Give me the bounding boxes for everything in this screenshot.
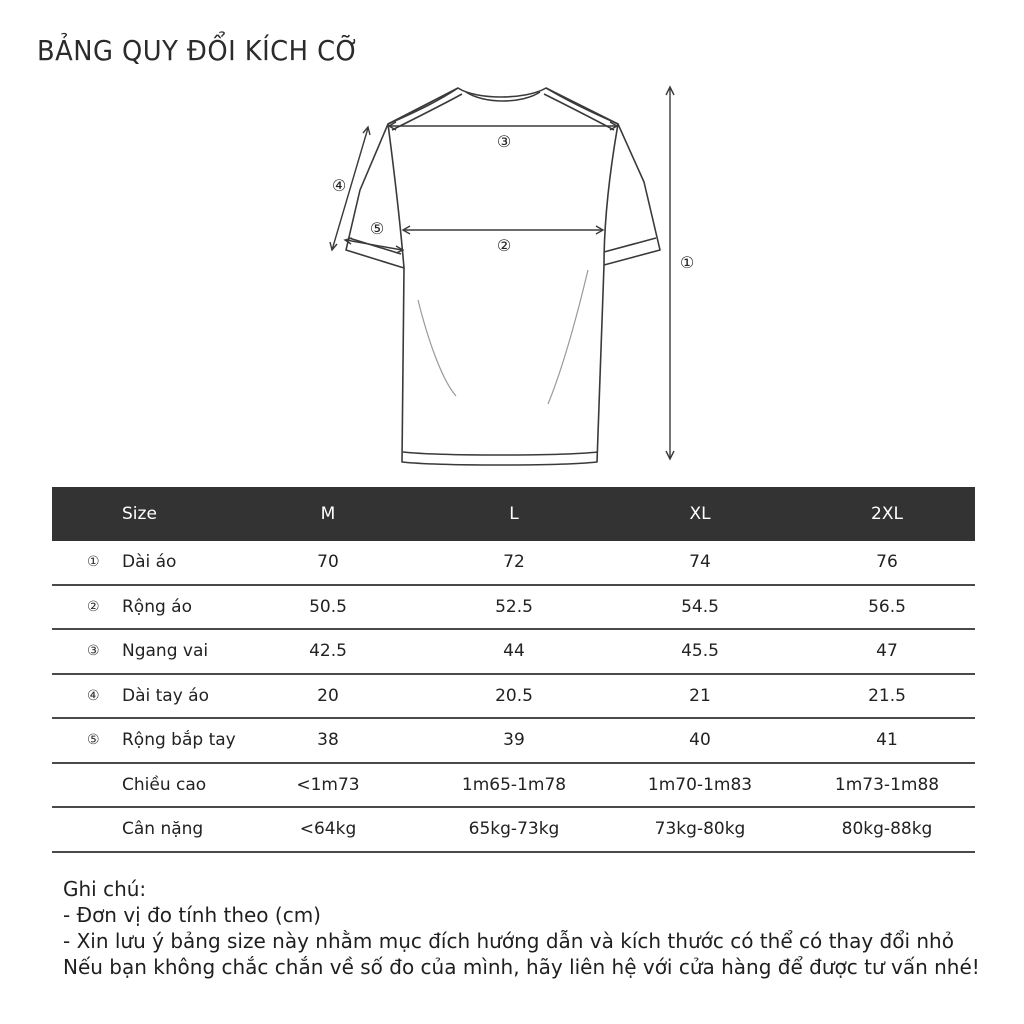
cell-value: 73kg-80kg [654,819,746,840]
notes-heading: Ghi chú: [63,877,147,901]
cell-value: <1m73 [296,774,360,795]
cell-value: 42.5 [309,641,347,662]
table-row [52,541,975,586]
note-line: Nếu bạn không chắc chắn về số đo của mình, hãy liên hệ với cửa hàng để được tư vấn nhé! [63,955,980,979]
notes [63,876,1003,980]
header-size-label: Size [122,504,157,524]
header-size-2xl: 2XL [871,504,903,524]
table-header [52,487,975,541]
marker-1: ① [679,253,695,272]
size-table [52,487,975,853]
cell-value: 20 [317,685,339,706]
cell-value: 21 [689,685,711,706]
cell-value: 1m70-1m83 [647,774,753,795]
row-number: ② [87,598,100,615]
row-label: Rộng bắp tay [122,730,236,751]
cell-value: 1m65-1m78 [461,774,567,795]
table-row [52,586,975,631]
header-size-xl: XL [689,504,711,524]
table-row [52,630,975,675]
table-row [52,764,975,809]
marker-4: ④ [331,176,347,195]
cell-value: 80kg-88kg [841,819,933,840]
cell-value: 74 [689,552,711,573]
cell-value: 65kg-73kg [468,819,560,840]
row-number: ⑤ [87,732,100,749]
table-row [52,675,975,720]
row-label: Dài áo [122,552,177,573]
row-label: Chiều cao [122,774,207,795]
header-size-l: L [509,504,519,524]
cell-value: <64kg [299,819,357,840]
cell-value: 39 [503,730,525,751]
measurement-markers [332,132,694,272]
note-line: - Xin lưu ý bảng size này nhằm mục đích hướng dẫn và kích thước có thể có thay đổi nhỏ [63,929,954,953]
marker-5: ⑤ [369,219,385,238]
row-number: ① [87,554,100,571]
note-line: - Đơn vị đo tính theo (cm) [63,903,321,927]
page-title: BẢNG QUY ĐỔI KÍCH CỠ [37,34,360,67]
table-row [52,719,975,764]
cell-value: 54.5 [681,596,719,617]
cell-value: 38 [317,730,339,751]
cell-value: 40 [689,730,711,751]
cell-value: 41 [876,730,898,751]
cell-value: 47 [876,641,898,662]
row-label: Dài tay áo [122,685,210,706]
table-row [52,808,975,853]
marker-2: ② [496,236,512,255]
cell-value: 76 [876,552,898,573]
cell-value: 44 [503,641,525,662]
cell-value: 70 [317,552,339,573]
cell-value: 50.5 [309,596,347,617]
cell-value: 72 [503,552,525,573]
row-number: ④ [87,687,100,704]
cell-value: 52.5 [495,596,533,617]
cell-value: 21.5 [868,685,906,706]
row-label: Rộng áo [122,596,193,617]
marker-3: ③ [496,132,512,151]
cell-value: 56.5 [868,596,906,617]
header-size-m: M [320,504,336,524]
cell-value: 1m73-1m88 [834,774,940,795]
cell-value: 20.5 [495,685,533,706]
row-label: Cân nặng [122,819,204,840]
row-number: ③ [87,643,100,660]
tshirt-measurement-diagram [0,0,1024,480]
row-label: Ngang vai [122,641,209,662]
cell-value: 45.5 [681,641,719,662]
